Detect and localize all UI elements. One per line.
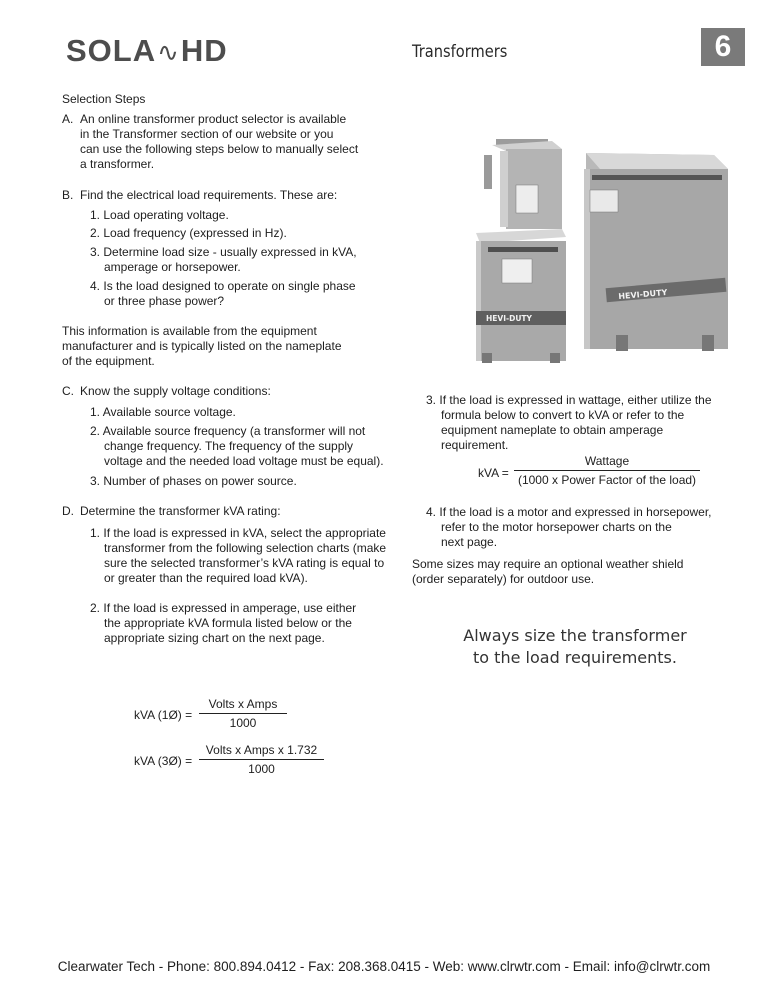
callout-line: Always size the transformer [463, 626, 687, 645]
item-line: Number of phases on power source. [103, 474, 297, 488]
step-d-item-1-cont: transformer from the following selection charts (make [104, 541, 387, 555]
right-item-4-cont: next page. [441, 535, 498, 549]
step-b-item-3-cont: amperage or horsepower. [104, 260, 241, 274]
sola-hd-logo [66, 33, 228, 68]
step-a-line: An online transformer product selector is available [80, 112, 347, 126]
formula-3ph-label: kVA (3Ø) = [134, 754, 193, 768]
right-item-4-cont: refer to the motor horsepower charts on the [441, 520, 672, 534]
info-line: manufacturer and is typically listed on the nameplate [62, 339, 342, 353]
item-number: 2. [90, 601, 101, 615]
step-d-item-1-cont: or greater than the required load kVA). [104, 571, 308, 585]
transformers-photo [466, 125, 746, 365]
formula-denominator: 1000 [248, 762, 275, 776]
formula-numerator: Wattage [514, 454, 700, 471]
formula-wattage-fraction [514, 454, 700, 487]
item-line: Is the load designed to operate on single phase [103, 279, 356, 293]
formula-denominator: 1000 [229, 716, 257, 730]
info-line: of the equipment. [62, 354, 155, 368]
step-d-item-1 [90, 526, 386, 541]
step-b-item-4 [90, 279, 356, 294]
sizing-callout [440, 625, 710, 669]
item-number: 3. [90, 245, 101, 259]
item-line: If the load is a motor and expressed in horsepower, [439, 505, 712, 519]
step-c-item-2 [90, 424, 365, 439]
logo-text-right: HD [180, 33, 228, 68]
right-item-3 [426, 393, 712, 408]
item-number: 3. [90, 474, 101, 488]
step-d-item-2 [90, 601, 356, 616]
right-item-3-cont: requirement. [441, 438, 509, 452]
step-b-heading: Find the electrical load requirements. These are: [80, 188, 338, 202]
formula-wattage-label: kVA = [478, 466, 509, 480]
step-d-letter: D. [62, 504, 74, 518]
right-item-4 [426, 505, 712, 520]
info-paragraph [62, 324, 392, 369]
step-a-line: in the Transformer section of our website or you [80, 127, 334, 141]
item-line: Available source voltage. [102, 405, 236, 419]
step-c-letter: C. [62, 384, 74, 398]
formula-1ph-fraction [199, 697, 287, 730]
step-b-item-4-cont: or three phase power? [104, 294, 225, 308]
item-line: Load frequency (expressed in Hz). [103, 226, 287, 240]
item-number: 1. [90, 208, 101, 222]
item-number: 1. [90, 405, 101, 419]
front-brand-label: HEVI-DUTY [486, 314, 532, 323]
item-line: If the load is expressed in kVA, select the appropriate [103, 526, 386, 540]
formula-denominator: (1000 x Power Factor of the load) [517, 473, 697, 487]
step-b-item-2 [90, 226, 287, 241]
step-b-item-1 [90, 208, 229, 223]
chapter-badge: 6 [701, 28, 745, 66]
contact-footer: Clearwater Tech - Phone: 800.894.0412 - Fax: 208.368.0415 - Web: www.clrwtr.com - Email: info@clrwtr.com [57, 959, 711, 974]
item-number: 4. [426, 505, 437, 519]
item-line: Available source frequency (a transformer will not [102, 424, 366, 438]
right-item-3-cont: equipment nameplate to obtain amperage [441, 423, 664, 437]
step-a-line: a transformer. [80, 157, 155, 171]
formula-numerator: Volts x Amps x 1.732 [199, 743, 324, 760]
back-brand-label: HEVI-DUTY [618, 287, 668, 302]
step-d-item-1-cont: sure the selected transformer’s kVA rating is equal to [104, 556, 385, 570]
logo-text-left: SOLA [66, 33, 157, 68]
step-c-item-2-cont: voltage and the needed load voltage must be equal). [104, 454, 384, 468]
step-c-item-1 [90, 405, 236, 420]
callout-line: to the load requirements. [473, 648, 677, 667]
note-line: (order separately) for outdoor use. [412, 572, 595, 586]
item-number: 4. [90, 279, 101, 293]
note-line: Some sizes may require an optional weather shield [412, 557, 684, 571]
step-d-item-2-cont: the appropriate kVA formula listed below or the [104, 616, 352, 630]
item-number: 1. [90, 526, 101, 540]
formula-1ph-label: kVA (1Ø) = [134, 708, 193, 722]
logo-wave-icon: ∿ [157, 37, 180, 67]
section-title: Selection Steps [62, 92, 146, 106]
step-a-text [80, 112, 400, 172]
step-a-letter: A. [62, 112, 74, 126]
weather-shield-note [412, 557, 742, 587]
item-line: If the load is expressed in amperage, use either [103, 601, 357, 615]
page-header-title: Transformers [412, 42, 508, 62]
item-line: Determine load size - usually expressed in kVA, [103, 245, 357, 259]
info-line: This information is available from the equipment [62, 324, 317, 338]
step-b-letter: B. [62, 188, 74, 202]
step-d-item-2-cont: appropriate sizing chart on the next page. [104, 631, 325, 645]
item-line: If the load is expressed in wattage, either utilize the [439, 393, 712, 407]
item-number: 3. [426, 393, 437, 407]
step-c-item-2-cont: change frequency. The frequency of the supply [104, 439, 354, 453]
formula-3ph-fraction [199, 743, 324, 776]
item-number: 2. [90, 424, 101, 438]
step-c-heading: Know the supply voltage conditions: [80, 384, 271, 398]
step-a-line: can use the following steps below to manually select [80, 142, 359, 156]
item-number: 2. [90, 226, 101, 240]
step-d-heading: Determine the transformer kVA rating: [80, 504, 281, 518]
right-item-3-cont: formula below to convert to kVA or refer to the [441, 408, 685, 422]
item-line: Load operating voltage. [103, 208, 229, 222]
step-c-item-3 [90, 474, 297, 489]
formula-numerator: Volts x Amps [199, 697, 287, 714]
step-b-item-3 [90, 245, 357, 260]
